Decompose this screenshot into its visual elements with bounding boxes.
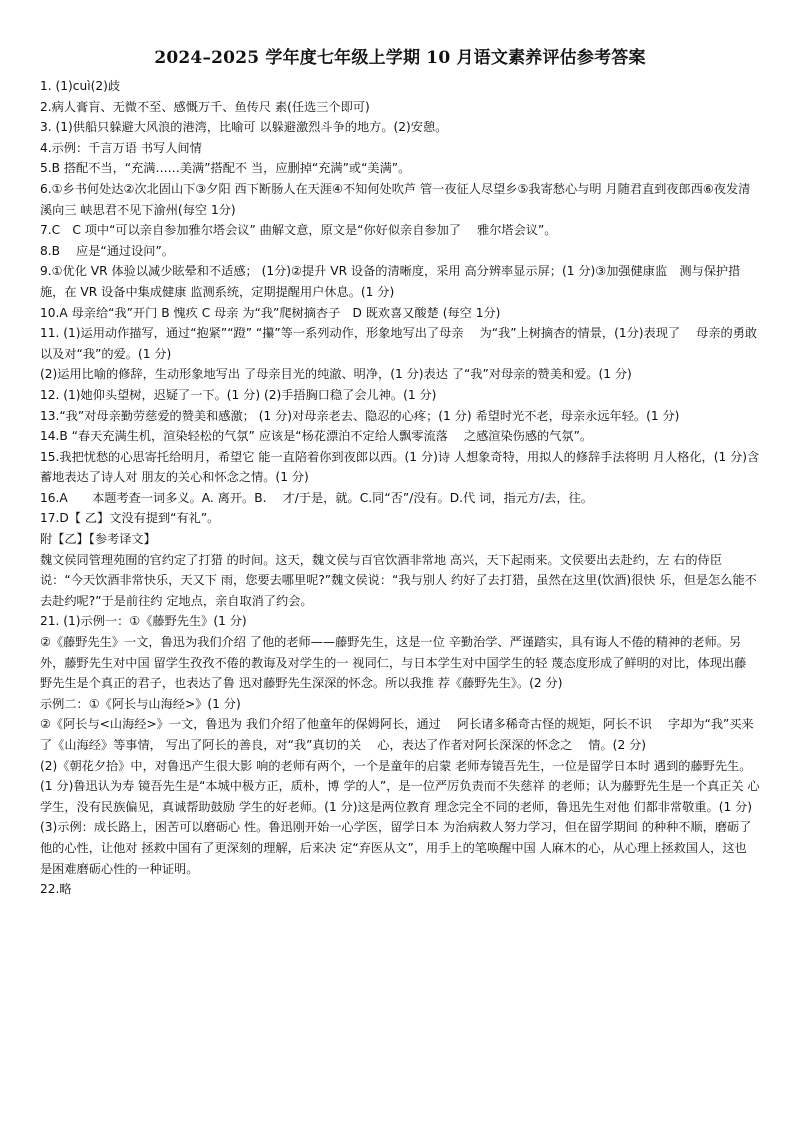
answer-line-q6: 6.①乡书何处达②次北固山下③夕阳 西下断肠人在天涯④不知何处吹芦 管一夜征人尽望乡⑤我寄愁心与明 月随君直到夜郎西⑥夜发清溪向三 峡思君不见下渝州(每空 1分) xyxy=(40,181,751,217)
answer-line-q13: 13.“我”对母亲勤劳慈爱的赞美和感激； (1 分)对母亲老去、隐忍的心疼；(1 分) 希望时光不老，母亲永远年轻。(1 分) xyxy=(40,408,680,423)
translation-text: 魏文侯同管理苑囿的官约定了打猎 的时间。这天，魏文侯与百官饮酒非常地 高兴，天下起雨来。文侯要出去赴约，左 右的侍臣说：“今天饮酒非常快乐，天又下 雨，您要去哪里呢?”魏文侯说：“我与别人 约好了去打猎，虽然在这里(饮酒)很快 乐，但是怎么能不去赴约呢?”于是前往约 定地点，亲自取消了约会。 xyxy=(40,552,757,608)
answer-line-q11-2: (2)运用比喻的修辞，生动形象地写出 了母亲目光的纯澈、明净，(1 分)表达 了“我”对母亲的赞美和爱。(1 分) xyxy=(40,367,632,382)
answer-line-q21-example1-body: ②《藤野先生》一文，鲁迅为我们介绍 了他的老师——藤野先生，这是一位 辛勤治学、严谨踏实，具有诲人不倦的精神的老师。另外，藤野先生对中国 留学生孜孜不倦的教诲及对学生的一 视同仁，与日本学生对中国学生的轻 蔑态度形成了鲜明的对比，体现出藤 野先生是个真正的君子，也表达了鲁 迅对藤野先生深深的怀念。所以我推 荐《藤野先生》。(2 分) xyxy=(40,635,747,691)
answer-line-q21-example2-body: ②《阿长与<山海经>》一文，鲁迅为 我们介绍了他童年的保姆阿长，通过 阿长诸多稀奇古怪的规矩，阿长不识 字却为“我”买来了《山海经》等事情， 写出了阿长的善良，对“我”真切的关 心，表达了作者对阿长深深的怀念之 情。(2 分) xyxy=(40,717,754,752)
answer-line-q9: 9.①优化 VR 体验以减少眩晕和不适感； (1分)②提升 VR 设备的清晰度，采用 高分辨率显示屏；(1 分)③加强健康监 测与保护措施，在 VR 设备中集成健康 监测系统，定期提醒用户休息。(1 分) xyxy=(40,264,741,299)
answer-line-q7: 7.C C 项中“可以亲自参加雅尔塔会议” 曲解文意，原文是“你好似亲自参加了 雅尔塔会议”。 xyxy=(40,223,557,238)
answer-line-q5: 5.B 搭配不当，“充满……美满”搭配不 当，应删掉“充满”或“美满”。 xyxy=(40,161,411,176)
answer-line-q10: 10.A 母亲给“我”开门 B 愧疚 C 母亲 为“我”爬树摘杏子 D 既欢喜又酸楚 (每空 1分) xyxy=(40,305,501,320)
answer-line-q8: 8.B 应是“通过设问”。 xyxy=(40,243,174,258)
answer-line-q14: 14.B “春天充满生机，渲染轻松的气氛” 应该是“杨花漂泊不定给人飘零流落 之感渲染伤感的气氛”。 xyxy=(40,429,593,444)
answer-line-q21-example1: 21. (1)示例一：①《藤野先生》(1 分) xyxy=(40,614,247,629)
answer-line-q3: 3. (1)供船只躲避大风浪的港湾，比喻可 以躲避激烈斗争的地方。(2)安憩。 xyxy=(40,120,448,135)
answer-line-q17: 17.D【 乙】文没有提到“有礼”。 xyxy=(40,511,220,526)
translation-heading: 附【乙】【参考译文】 xyxy=(40,532,156,547)
answer-line-q21-2: (2)《朝花夕拾》中，对鲁迅产生很大影 响的老师有两个，一个是童年的启蒙 老师寿镜吾先生，一位是留学日本时 遇到的藤野先生。(1 分)鲁迅认为寿 镜吾先生是“本城中极方正，质朴，博 学的人”，是一位严厉负责而不失慈祥 的老师；认为藤野先生是一个真正关 心学生，没有民族偏见，真诚帮助鼓励 学生的好老师。(1 分)这是两位教育 理念完全不同的老师，鲁迅先生对他 们都非常敬重。(1 分) xyxy=(40,758,760,814)
answer-line-q15: 15.我把忧愁的心思寄托给明月，希望它 能一直陪着你到夜郎以西。(1 分)诗 人想象奇特，用拟人的修辞手法将明 月人格化，(1 分)含蓄地表达了诗人对 朋友的关心和怀念之情。(1 分) xyxy=(40,449,760,485)
answer-body xyxy=(40,76,760,900)
answer-line-q11-1: 11. (1)运用动作描写，通过“抱紧”“蹬” “攥”等一系列动作，形象地写出了母亲 为“我”上树摘杏的情景，(1分)表现了 母亲的勇敢以及对“我”的爱。(1 分) xyxy=(40,326,758,361)
answer-line-q16: 16.A 本题考查一词多义。A. 离开。B. 才/于是，就。C.同“否”/没有。D.代 词，指元方/去，往。 xyxy=(40,490,593,505)
answer-line-q22: 22.略 xyxy=(40,882,72,897)
answer-line-q21-3: (3)示例：成长路上，困苦可以磨砺心 性。鲁迅刚开始一心学医，留学日本 为治病救人努力学习，但在留学期间 的种种不顺，磨砺了他的心性，让他对 拯救中国有了更深刻的理解，后来决 定“弃医从文”，用手上的笔唤醒中国 人麻木的心，从心理上拯救国人，这也 是困难磨砺心性的一种证明。 xyxy=(40,820,752,876)
answer-line-q4: 4.示例：千言万语 书写人间情 xyxy=(40,140,202,155)
answer-line-q2: 2.病人膏肓、无微不至、感慨万千、鱼传尺 素(任选三个即可) xyxy=(40,99,370,114)
answer-line-q21-example2: 示例二：①《阿长与山海经>》(1 分) xyxy=(40,696,241,711)
answer-line-q1: 1. (1)cuì(2)歧 xyxy=(40,79,121,93)
answer-line-q12: 12. (1)她仰头望树，迟疑了一下。(1 分) (2)手捂胸口稳了会儿神。(1 分) xyxy=(40,387,437,402)
document-title: 2024–2025 学年度七年级上学期 10 月语文素养评估参考答案 xyxy=(154,48,646,68)
